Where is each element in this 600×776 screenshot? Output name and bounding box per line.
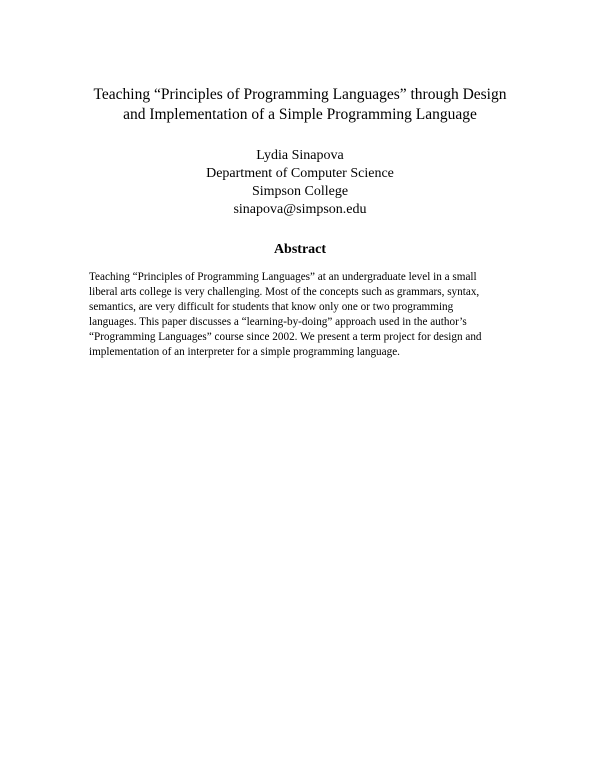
author-institution: Simpson College xyxy=(251,184,349,199)
abstract-line: liberal arts college is very challenging. Most of the concepts such as grammars, syntax, xyxy=(89,285,480,298)
author-block xyxy=(150,147,450,219)
abstract-line: semantics, are very difficult for students that know only one or two programming xyxy=(89,300,454,313)
abstract-heading: Abstract xyxy=(273,242,327,257)
abstract-line: “Programming Languages” course since 2002. We present a term project for design and xyxy=(89,330,482,343)
abstract-body xyxy=(89,270,519,359)
abstract-line: implementation of an interpreter for a simple programming language. xyxy=(89,345,400,358)
paper-title xyxy=(60,85,540,125)
abstract-line: languages. This paper discusses a “learning-by-doing” approach used in the author’s xyxy=(89,315,467,328)
author-department: Department of Computer Science xyxy=(206,166,394,181)
paper-title-line-1: Teaching “Principles of Programming Languages” through Design xyxy=(93,86,507,103)
paper-title-line-2: and Implementation of a Simple Programming Language xyxy=(123,106,477,123)
author-name: Lydia Sinapova xyxy=(256,148,344,163)
abstract-line: Teaching “Principles of Programming Languages” at an undergraduate level in a small xyxy=(89,271,477,283)
author-email: sinapova@simpson.edu xyxy=(233,202,367,217)
